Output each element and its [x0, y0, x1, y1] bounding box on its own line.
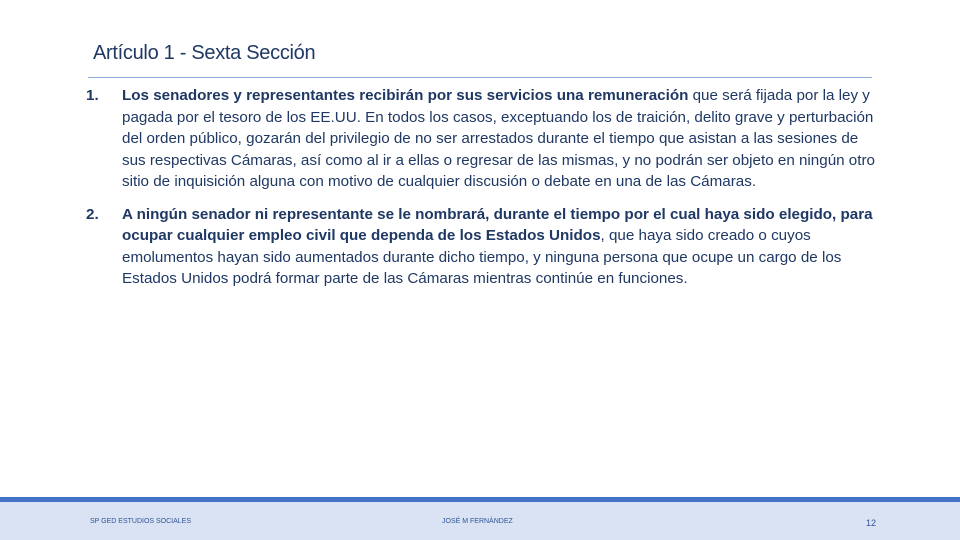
numbered-list [86, 85, 886, 290]
footer-author-label: JOSÉ M FERNÁNDEZ [442, 518, 513, 525]
list-item-text: que será fijada por la ley y pagada por el tesoro de los EE.UU. En todos los casos, exceptuando los de traición, delito grave y perturbación del orden público, gozarán del privilegio de no ser arrestados durante el tiempo que asistan a las sesiones de sus respectivas Cámaras, así como al ir a ellas o regresar de las mismas, y no podrán ser objeto en ningún otro sitio de inquisición alguna con motivo de cualquier discusión o debate en una de las Cámaras. [122, 87, 875, 190]
list-item-number: 2. [86, 205, 99, 223]
list-item-number: 1. [86, 87, 99, 104]
slide-title: Artículo 1 - Sexta Sección [93, 42, 316, 64]
title-divider [88, 77, 872, 78]
list-item [86, 85, 886, 193]
footer-course-label: SP GED ESTUDIOS SOCIALES [90, 518, 192, 525]
list-item [86, 204, 886, 290]
list-item-bold-text: A ningún senador ni representante se le nombrará, durante el tiempo por el cual haya sido elegido, para ocupar cualquier empleo civil que dependa de los Estados Unidos [122, 205, 873, 244]
list-item-text: , que haya sido creado o cuyos emolumentos hayan sido aumentados durante dicho tiempo, y ninguna persona que ocupe un cargo de los Estados Unidos podrá formar parte de las Cámaras mientras continúe en funciones. [122, 227, 842, 287]
list-item-bold-text: Los senadores y representantes recibirán por sus servicios una remuneración [122, 87, 689, 104]
footer-accent-bar [0, 497, 960, 502]
slide-number: 12 [865, 518, 876, 528]
